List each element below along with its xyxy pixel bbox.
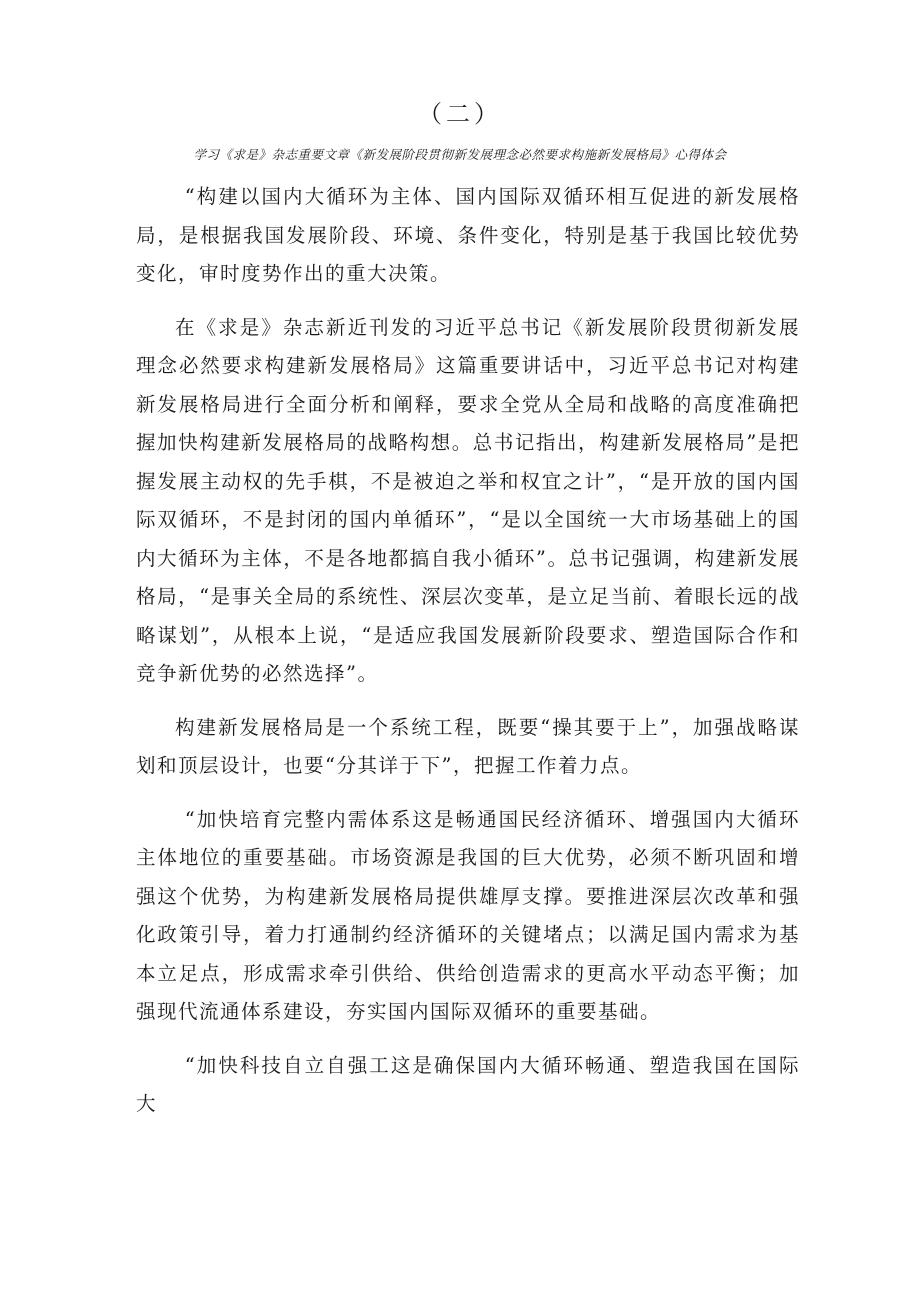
paragraph-5: “加快科技自立自强工这是确保国内大循环畅通、塑造我国在国际大 [136,1053,800,1115]
paragraph-3: 构建新发展格局是一个系统工程，既要“操其要于上”，加强战略谋划和顶层设计，也要“分其详于下”，把握工作着力点。 [136,715,800,777]
paragraph-4: “加快培育完整内需体系这是畅通国民经济循环、增强国内大循环主体地位的重要基础。市场资源是我国的巨大优势，必须不断巩固和增强这个优势，为构建新发展格局提供雄厚支撑。要推进深层次改革和强化政策引导，着力打通制约经济循环的关键堵点；以满足国内需求为基本立足点，形成需求牵引供给、供给创造需求的更高水平动态平衡；加强现代流通体系建设，夯实国内国际双循环的重要基础。 [136,807,800,1023]
paragraph-2: 在《求是》杂志新近刊发的习近平总书记《新发展阶段贯彻新发展理念必然要求构建新发展格局》这篇重要讲话中，习近平总书记对构建新发展格局进行全面分析和阐释，要求全党从全局和战略的高度准确把握加快构建新发展格局的战略构想。总书记指出，构建新发展格局”是把握发展主动权的先手棋，不是被迫之举和权宜之计”，“是开放的国内国际双循环，不是封闭的国内单循环”，“是以全国统一大市场基础上的国内大循环为主体，不是各地都搞自我小循环”。总书记强调，构建新发展格局，“是事关全局的系统性、深层次变革，是立足当前、着眼长远的战略谋划”，从根本上说，“是适应我国发展新阶段要求、塑造国际合作和竞争新优势的必然选择”。 [136,315,800,685]
section-heading: （二） [418,100,502,128]
article-body [136,178,800,1139]
paragraph-1: “构建以国内大循环为主体、国内国际双循环相互促进的新发展格局，是根据我国发展阶段、环境、条件变化，特别是基于我国比较优势变化，审时度势作出的重大决策。 [136,185,800,285]
article-subtitle: 学习《求是》杂志重要文章《新发展阶段贯彻新发展理念必然要求构施新发展格局》心得体会 [193,147,727,162]
